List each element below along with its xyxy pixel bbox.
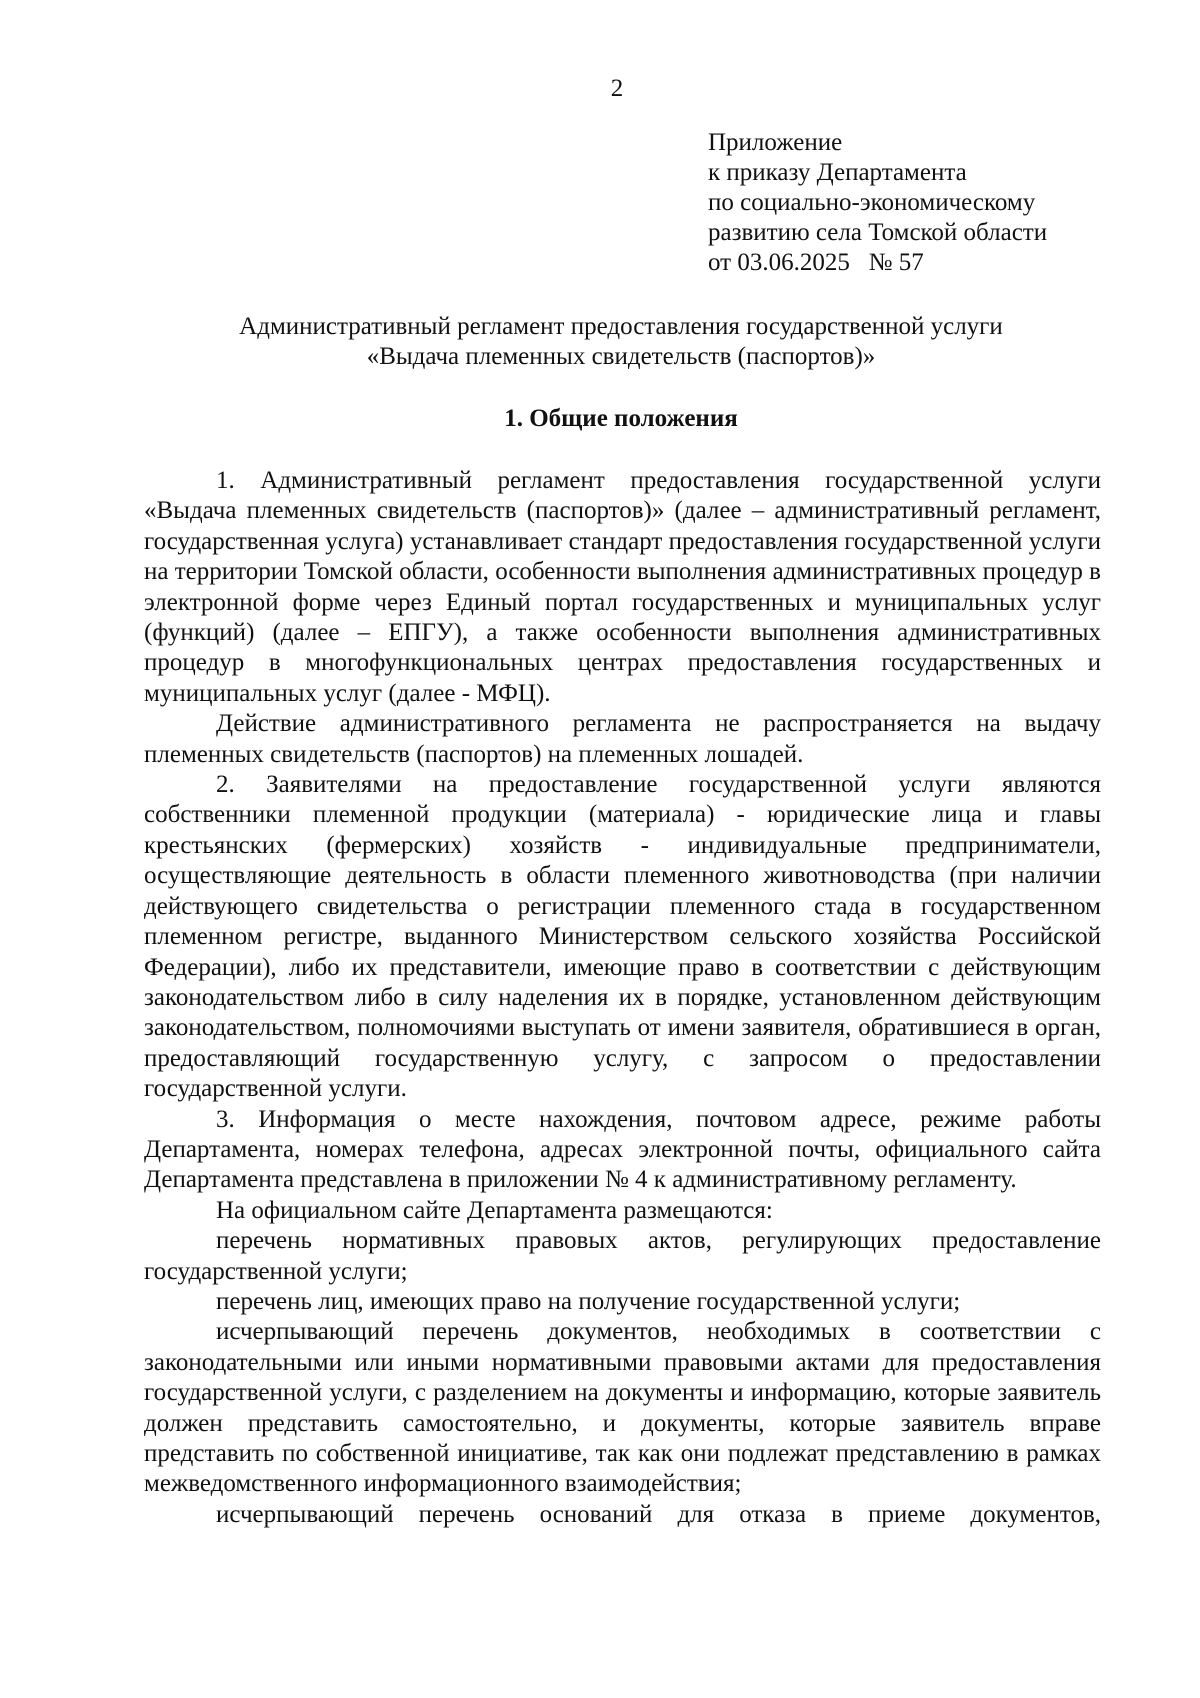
appendix-line: к приказу Департамента [708, 159, 967, 186]
appendix-line: по социально-экономическому [708, 189, 1036, 216]
appendix-block [708, 128, 1047, 278]
page-number: 2 [610, 75, 624, 102]
paragraph: исчерпывающий перечень документов, необходимых в соответствии с законодательными или иными нормативными правовыми актами для предоставления государственной услуги, с разделением на документы и информацию, которые заявитель должен представить самостоятельно, и документы, которые заявитель вправе представить по собственной инициативе, так как они подлежат представлению в рамках межведомственного информационного взаимодействия; [144, 1318, 1101, 1498]
appendix-line: развитию села Томской области [708, 219, 1048, 246]
section-heading: 1. Общие положения [504, 405, 738, 432]
paragraph: 2. Заявителями на предоставление государственной услуги являются собственники племенной продукции (материала) - юридические лица и главы крестьянских (фермерских) хозяйств - индивидуальные предприниматели, осуществляющие деятельность в области племенного животноводства (при наличии действующего свидетельства о регистрации племенного стада в государственном племенном регистре, выданного Министерством сельского хозяйства Российской Федерации), либо их представители, имеющие право в соответствии с действующим законодательством либо в силу наделения их в порядке, установленном действующим законодательством, полномочиями выступать от имени заявителя, обратившиеся в орган, предоставляющий государственную услугу, с запросом о предоставлении государственной услуги. [144, 771, 1101, 1103]
paragraph: перечень нормативных правовых актов, регулирующих предоставление государственной услуги; [144, 1227, 1101, 1285]
document-title [0, 312, 1200, 372]
paragraph: 3. Информация о месте нахождения, почтовом адресе, режиме работы Департамента, номерах телефона, адресах электронной почты, официального сайта Департамента представлена в приложении № 4 к административному регламенту. [144, 1105, 1101, 1194]
paragraph: 1. Административный регламент предоставления государственной услуги «Выдача племенных свидетельств (паспортов)» (далее – административный регламент, государственная услуга) устанавливает стандарт предоставления государственной услуги на территории Томской области, особенности выполнения административных процедур в электронной форме через Единый портал государственных и муниципальных услуг (функций) (далее – ЕПГУ), а также особенности выполнения административных процедур в многофункциональных центрах предоставления государственных и муниципальных услуг (далее - МФЦ). [144, 467, 1101, 707]
paragraph: Действие административного регламента не распространяется на выдачу племенных свидетельств (паспортов) на племенных лошадей. [144, 710, 1101, 768]
paragraph: перечень лиц, имеющих право на получение государственной услуги; [216, 1287, 961, 1315]
appendix-line: от 03.06.2025 № 57 [708, 249, 924, 276]
document-title-line: Административный регламент предоставления государственной услуги [239, 313, 1003, 340]
paragraph: На официальном сайте Департамента размещаются: [216, 1196, 773, 1224]
document-body [144, 466, 1101, 1530]
paragraph: исчерпывающий перечень оснований для отказа в приеме документов, [216, 1500, 1101, 1528]
document-title-line: «Выдача племенных свидетельств (паспортов)» [366, 343, 876, 370]
appendix-line: Приложение [708, 129, 843, 156]
